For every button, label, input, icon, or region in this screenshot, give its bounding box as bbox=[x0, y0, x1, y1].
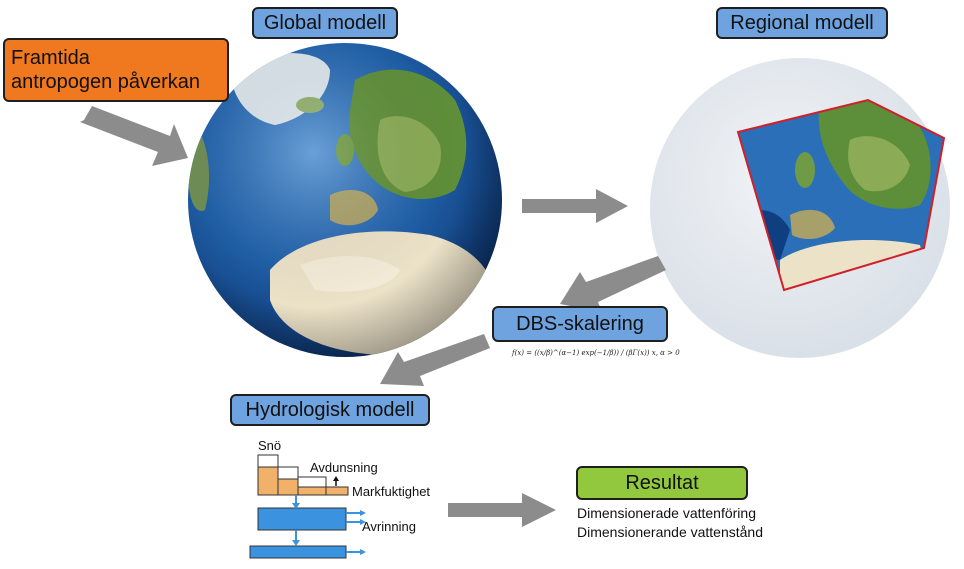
framtida-line-2: antropogen påverkan bbox=[11, 71, 201, 93]
regional-model-label bbox=[716, 7, 888, 39]
regional-globe bbox=[650, 58, 950, 358]
arrow-global-to-regional bbox=[522, 189, 628, 223]
hydrological-model-text: Hydrologisk modell bbox=[245, 398, 415, 421]
result-line-2: Dimensionerande vattenstånd bbox=[577, 524, 764, 540]
runoff-label: Avrinning bbox=[362, 519, 416, 534]
global-model-label bbox=[252, 7, 398, 39]
arrow-framtida-to-global bbox=[80, 106, 188, 166]
gamma-formula: f(x) = ((x/β)^(α−1) exp(−1/β)) / (βΓ(x)) x, α > 0 bbox=[512, 349, 680, 357]
global-model-text: Global modell bbox=[263, 11, 387, 34]
dbs-scaling-text: DBS-skalering bbox=[516, 312, 644, 335]
evaporation-label: Avdunsning bbox=[310, 460, 378, 475]
global-globe bbox=[188, 43, 502, 357]
soil-moisture-label: Markfuktighet bbox=[352, 484, 431, 499]
framtida-line-1: Framtida bbox=[11, 47, 90, 69]
snow-label: Snö bbox=[258, 438, 282, 453]
result-line-1: Dimensionerade vattenföring bbox=[577, 505, 756, 521]
result-label bbox=[576, 466, 748, 500]
hydrological-model-label bbox=[230, 394, 430, 426]
result-text: Resultat bbox=[625, 471, 699, 494]
dbs-scaling-label bbox=[492, 306, 668, 342]
regional-model-text: Regional modell bbox=[730, 11, 874, 34]
anthropogenic-influence-label bbox=[3, 38, 229, 102]
arrow-regional-to-dbs bbox=[560, 256, 666, 312]
arrow-hydro-to-resultat bbox=[448, 493, 556, 527]
